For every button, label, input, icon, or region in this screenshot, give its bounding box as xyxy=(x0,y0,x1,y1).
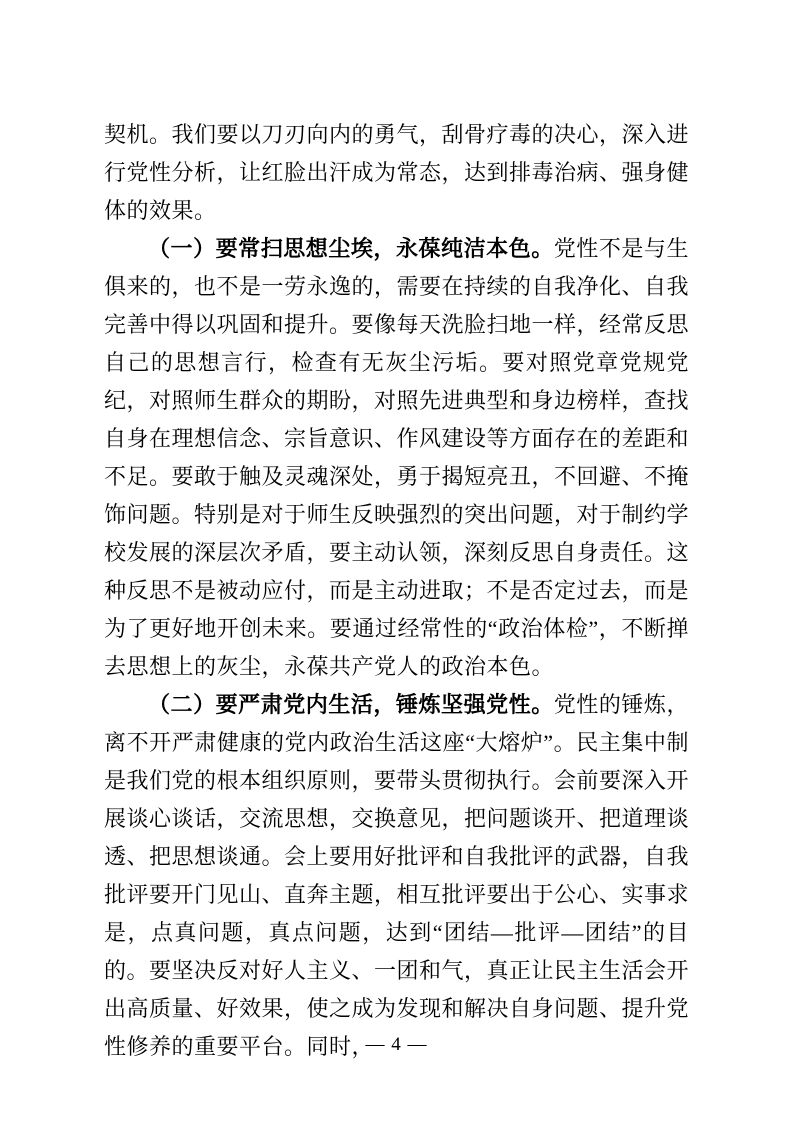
paragraph xyxy=(104,116,689,230)
paragraph-heading: （二）要严肃党内生活，锤炼坚强党性。 xyxy=(148,692,554,717)
page-footer xyxy=(0,1034,793,1056)
paragraph xyxy=(104,686,689,1066)
paragraph-text: 党性的锤炼，离不开严肃健康的党内政治生活这座“大熔炉”。民主集中制是我们党的根本组织原则，要带头贯彻执行。会前要深入开展谈心谈话，交流思想，交换意见，把问题谈开、把道理谈透、把思想谈通。会上要用好批评和自我批评的武器，自我批评要开门见山、直奔主题，相互批评要出于公心、实事求是，点真问题，真点问题，达到“团结—批评—团结”的目的。要坚决反对好人主义、一团和气，真正让民主生活会开出高质量、好效果，使之成为发现和解决自身问题、提升党性修养的重要平台。同时， xyxy=(104,692,690,1059)
paragraph-text: 契机。我们要以刀刃向内的勇气，刮骨疗毒的决心，深入进行党性分析，让红脸出汗成为常态，达到排毒治病、强身健体的效果。 xyxy=(104,122,690,223)
document-body xyxy=(104,116,689,1066)
paragraph-heading: （一）要常扫思想尘埃，永葆纯洁本色。 xyxy=(148,236,554,261)
page-number: — 4 — xyxy=(365,1034,428,1055)
paragraph-text: 党性不是与生俱来的，也不是一劳永逸的，需要在持续的自我净化、自我完善中得以巩固和提升。要像每天洗脸扫地一样，经常反思自己的思想言行，检查有无灰尘污垢。要对照党章党规党纪，对照师生群众的期盼，对照先进典型和身边榜样，查找自身在理想信念、宗旨意识、作风建设等方面存在的差距和不足。要敢于触及灵魂深处，勇于揭短亮丑，不回避、不掩饰问题。特别是对于师生反映强烈的突出问题，对于制约学校发展的深层次矛盾，要主动认领，深刻反思自身责任。这种反思不是被动应付，而是主动进取；不是否定过去，而是为了更好地开创未来。要通过经常性的“政治体检”，不断掸去思想上的灰尘，永葆共产党人的政治本色。 xyxy=(104,236,690,679)
paragraph xyxy=(104,230,689,686)
